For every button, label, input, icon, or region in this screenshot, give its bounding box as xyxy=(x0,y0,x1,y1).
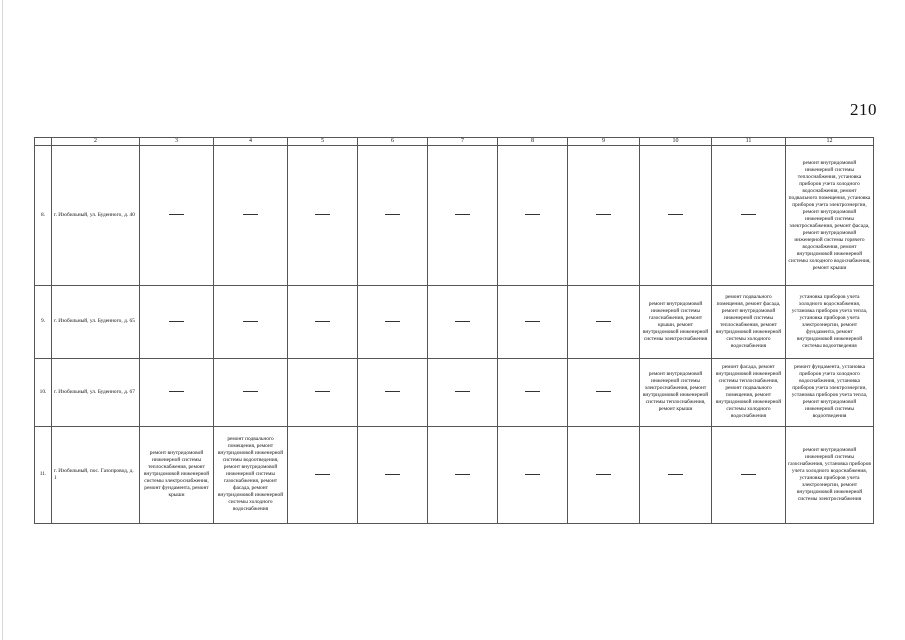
dash-mark xyxy=(668,474,683,475)
col3-cell: ремонт внутридомовой инженерной системы теплоснабжения, ремонт внутридомовой инженерной системы электроснабжения, ремонт фундамента, ремонт крыши xyxy=(140,426,214,523)
row-address: г. Изобильный, ул. Буденного, д. 67 xyxy=(52,358,140,426)
dash-mark xyxy=(455,474,470,475)
col-number-12: 12 xyxy=(786,138,874,146)
dash-mark xyxy=(525,321,540,322)
dash-mark xyxy=(596,321,611,322)
col12-cell: ремонт внутридомовой инженерной системы газоснабжения, установка приборов учета холодного водоснабжения, установка приборов учета электроэнергии, ремонт внутридомовой инженерной системы электроснабжения xyxy=(786,426,874,523)
col5-cell xyxy=(288,286,358,358)
dash-mark xyxy=(455,214,470,215)
col12-cell: ремонт фундамента, установка приборов учета холодного водоснабжения, установка приборов учета электроэнергии, установка приборов учета тепла, ремонт внутридомовой инженерной системы водоотведения xyxy=(786,358,874,426)
col10-cell xyxy=(640,426,712,523)
dash-mark xyxy=(243,391,258,392)
col10-cell xyxy=(640,146,712,286)
col4-cell: ремонт подвального помещения, ремонт внутридомовой инженерной системы водоотведения, ремонт внутридомовой инженерной системы газоснабжения, ремонт фасада, ремонт внутридомовой инженерной системы холодного водоснабжения xyxy=(214,426,288,523)
col6-cell xyxy=(358,286,428,358)
column-number-row xyxy=(35,138,874,146)
dash-mark xyxy=(169,391,184,392)
dash-mark xyxy=(525,391,540,392)
table-row xyxy=(35,286,874,358)
dash-mark xyxy=(455,391,470,392)
col8-cell xyxy=(498,286,568,358)
dash-mark xyxy=(169,321,184,322)
dash-mark xyxy=(169,214,184,215)
dash-mark xyxy=(596,474,611,475)
scan-edge-line xyxy=(2,0,3,640)
col11-cell: ремонт фасада, ремонт внутридомовой инженерной системы теплоснабжения, ремонт подвального помещения, ремонт внутридомовой инженерной системы холодного водоснабжения xyxy=(712,358,786,426)
row-address: г. Изобильный, пос. Газопровод, д. 1 xyxy=(52,426,140,523)
col11-cell xyxy=(712,426,786,523)
col8-cell xyxy=(498,426,568,523)
dash-mark xyxy=(525,214,540,215)
col3-cell xyxy=(140,146,214,286)
col7-cell xyxy=(428,426,498,523)
table-row xyxy=(35,146,874,286)
dash-mark xyxy=(315,474,330,475)
row-number: 9. xyxy=(35,286,52,358)
col8-cell xyxy=(498,358,568,426)
col10-cell: ремонт внутридомовой инженерной системы электроснабжения, ремонт внутридомовой инженерной системы теплоснабжения, ремонт крыши xyxy=(640,358,712,426)
col-number-4: 4 xyxy=(214,138,288,146)
col3-cell xyxy=(140,358,214,426)
col-number-11: 11 xyxy=(712,138,786,146)
col5-cell xyxy=(288,358,358,426)
col7-cell xyxy=(428,286,498,358)
dash-mark xyxy=(741,474,756,475)
col4-cell xyxy=(214,146,288,286)
dash-mark xyxy=(668,214,683,215)
dash-mark xyxy=(385,391,400,392)
col3-cell xyxy=(140,286,214,358)
dash-mark xyxy=(315,214,330,215)
row-number: 11. xyxy=(35,426,52,523)
dash-mark xyxy=(596,391,611,392)
col9-cell xyxy=(568,358,640,426)
dash-mark xyxy=(596,214,611,215)
dash-mark xyxy=(243,214,258,215)
col11-cell xyxy=(712,146,786,286)
col7-cell xyxy=(428,146,498,286)
col6-cell xyxy=(358,358,428,426)
col11-cell: ремонт подвального помещения, ремонт фасада, ремонт внутридомовой инженерной системы теплоснабжения, ремонт внутридомовой инженерной системы холодного водоснабжения xyxy=(712,286,786,358)
dash-mark xyxy=(315,321,330,322)
dash-mark xyxy=(385,321,400,322)
row-address: г. Изобильный, ул. Буденного, д. 40 xyxy=(52,146,140,286)
col12-cell: ремонт внутридомовой инженерной системы теплоснабжения, установка приборов учета холодного водоснабжения, ремонт подвального помещения, установка приборов учета электроэнергии, ремонт внутридомовой инженерной системы электроснабжения, ремонт фасада, ремонт внутридомовой инженерной системы горячего водоснабжения, ремонт внутридомовой инженерной системы холодного водоснабжения, ремонт крыши xyxy=(786,146,874,286)
dash-mark xyxy=(385,474,400,475)
col12-cell: установка приборов учета холодного водоснабжения, установка приборов учета тепла, установка приборов учета электроэнергии, ремонт фундамента, ремонт внутридомовой инженерной системы водоотведения xyxy=(786,286,874,358)
col-number-8: 8 xyxy=(498,138,568,146)
col4-cell xyxy=(214,286,288,358)
dash-mark xyxy=(741,214,756,215)
row-address: г. Изобильный, ул. Буденного, д. 65 xyxy=(52,286,140,358)
col-number-2: 2 xyxy=(52,138,140,146)
row-number: 10. xyxy=(35,358,52,426)
col9-cell xyxy=(568,426,640,523)
col-number-7: 7 xyxy=(428,138,498,146)
col9-cell xyxy=(568,146,640,286)
table-row xyxy=(35,358,874,426)
page-number: 210 xyxy=(850,100,877,119)
col-number-1 xyxy=(35,138,52,146)
dash-mark xyxy=(243,321,258,322)
dash-mark xyxy=(315,391,330,392)
col-number-6: 6 xyxy=(358,138,428,146)
col9-cell xyxy=(568,286,640,358)
dash-mark xyxy=(525,474,540,475)
col7-cell xyxy=(428,358,498,426)
repair-schedule-table xyxy=(34,137,874,524)
dash-mark xyxy=(455,321,470,322)
col4-cell xyxy=(214,358,288,426)
col-number-5: 5 xyxy=(288,138,358,146)
col10-cell: ремонт внутридомовой инженерной системы газоснабжения, ремонт крыши, ремонт внутридомовой инженерной системы электроснабжения xyxy=(640,286,712,358)
dash-mark xyxy=(385,214,400,215)
col-number-10: 10 xyxy=(640,138,712,146)
col-number-9: 9 xyxy=(568,138,640,146)
row-number: 8. xyxy=(35,146,52,286)
col5-cell xyxy=(288,146,358,286)
col-number-3: 3 xyxy=(140,138,214,146)
col6-cell xyxy=(358,426,428,523)
table-row xyxy=(35,426,874,523)
col6-cell xyxy=(358,146,428,286)
col5-cell xyxy=(288,426,358,523)
col8-cell xyxy=(498,146,568,286)
